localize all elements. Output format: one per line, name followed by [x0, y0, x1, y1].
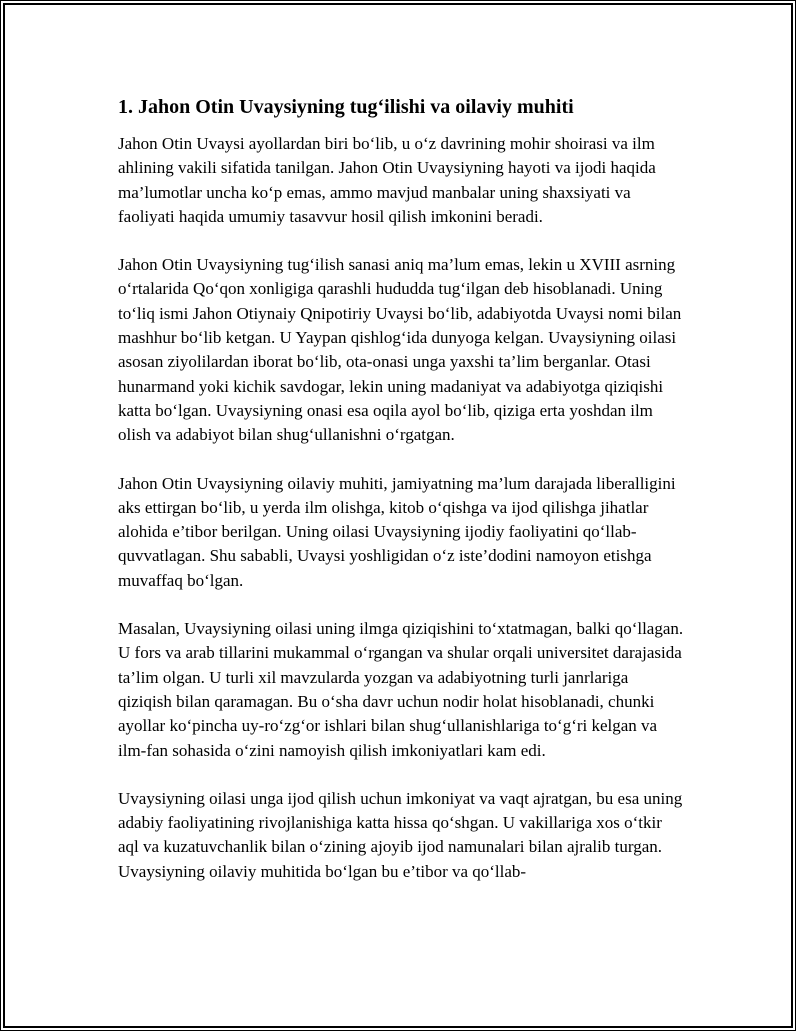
paragraph-4: Masalan, Uvaysiyning oilasi uning ilmga qiziqishini to‘xtatmagan, balki qo‘llagan. U fors va arab tillarini mukammal o‘rgangan va shular orqali universitet darajasida ta’lim olgan. U turli xil mavzularda yozgan va adabiyotning turli janrlariga qiziqish bilan qaramagan. Bu o‘sha davr uchun nodir holat hisoblanadi, chunki ayollar ko‘pincha uy-ro‘zg‘or ishlari bilan shug‘ullanishlariga to‘g‘ri kelgan va ilm-fan sohasida o‘zini namoyish qilish imkoniyatlari kam edi. — [118, 619, 684, 760]
paragraph-2: Jahon Otin Uvaysiyning tug‘ilish sanasi aniq ma’lum emas, lekin u XVIII asrning o‘rtalarida Qo‘qon xonligiga qarashli hududda tug‘ilgan deb hisoblanadi. Uning to‘liq ismi Jahon Otiynaiy Qnipotiriy Uvaysi bo‘lib, adabiyotda Uvaysi nomi bilan mashhur bo‘lib ketgan. U Yaypan qishlog‘ida dunyoga kelgan. Uvaysiyning oilasi asosan ziyolilardan iborat bo‘lib, ota-onasi unga yaxshi ta’lim berganlar. Otasi hunarmand yoki kichik savdogar, lekin uning madaniyat va adabiyotga qiziqishi katta bo‘lgan. Uvaysiyning onasi esa oqila ayol bo‘lib, qiziga erta yoshdan ilm olish va adabiyot bilan shug‘ullanishni o‘rgatgan. — [118, 255, 682, 445]
paragraph-1: Jahon Otin Uvaysi ayollardan biri bo‘lib, u o‘z davrining mohir shoirasi va ilm ahlining vakili sifatida tanilgan. Jahon Otin Uvaysiyning hayoti va ijodi haqida ma’lumotlar uncha ko‘p emas, ammo mavjud manbalar uning shaxsiyati va faoliyati haqida umumiy tasavvur hosil qilish imkonini beradi. — [118, 134, 656, 226]
document-body — [118, 94, 686, 908]
paragraph-3: Jahon Otin Uvaysiyning oilaviy muhiti, jamiyatning ma’lum darajada liberalligini aks ettirgan bo‘lib, u yerda ilm olishga, kitob o‘qishga va ijod qilishga jihatlar alohida e’tibor berilgan. Uning oilasi Uvaysiyning ijodiy faoliyatini qo‘llab-quvvatlagan. Shu sababli, Uvaysi yoshligidan o‘z iste’dodini namoyon etishga muvaffaq bo‘lgan. — [118, 473, 676, 590]
section-heading: 1. Jahon Otin Uvaysiyning tug‘ilishi va oilaviy muhiti — [118, 96, 574, 118]
paragraph-5: Uvaysiyning oilasi unga ijod qilish uchun imkoniyat va vaqt ajratgan, bu esa uning adabiy faoliyatining rivojlanishiga katta hissa qo‘shgan. U vakillariga xos o‘tkir aql va kuzatuvchanlik bilan o‘zining ajoyib ijod namunalari bilan ajralib turgan. Uvaysiyning oilaviy muhitida bo‘lgan bu e’tibor va qo‘llab- — [118, 788, 683, 881]
